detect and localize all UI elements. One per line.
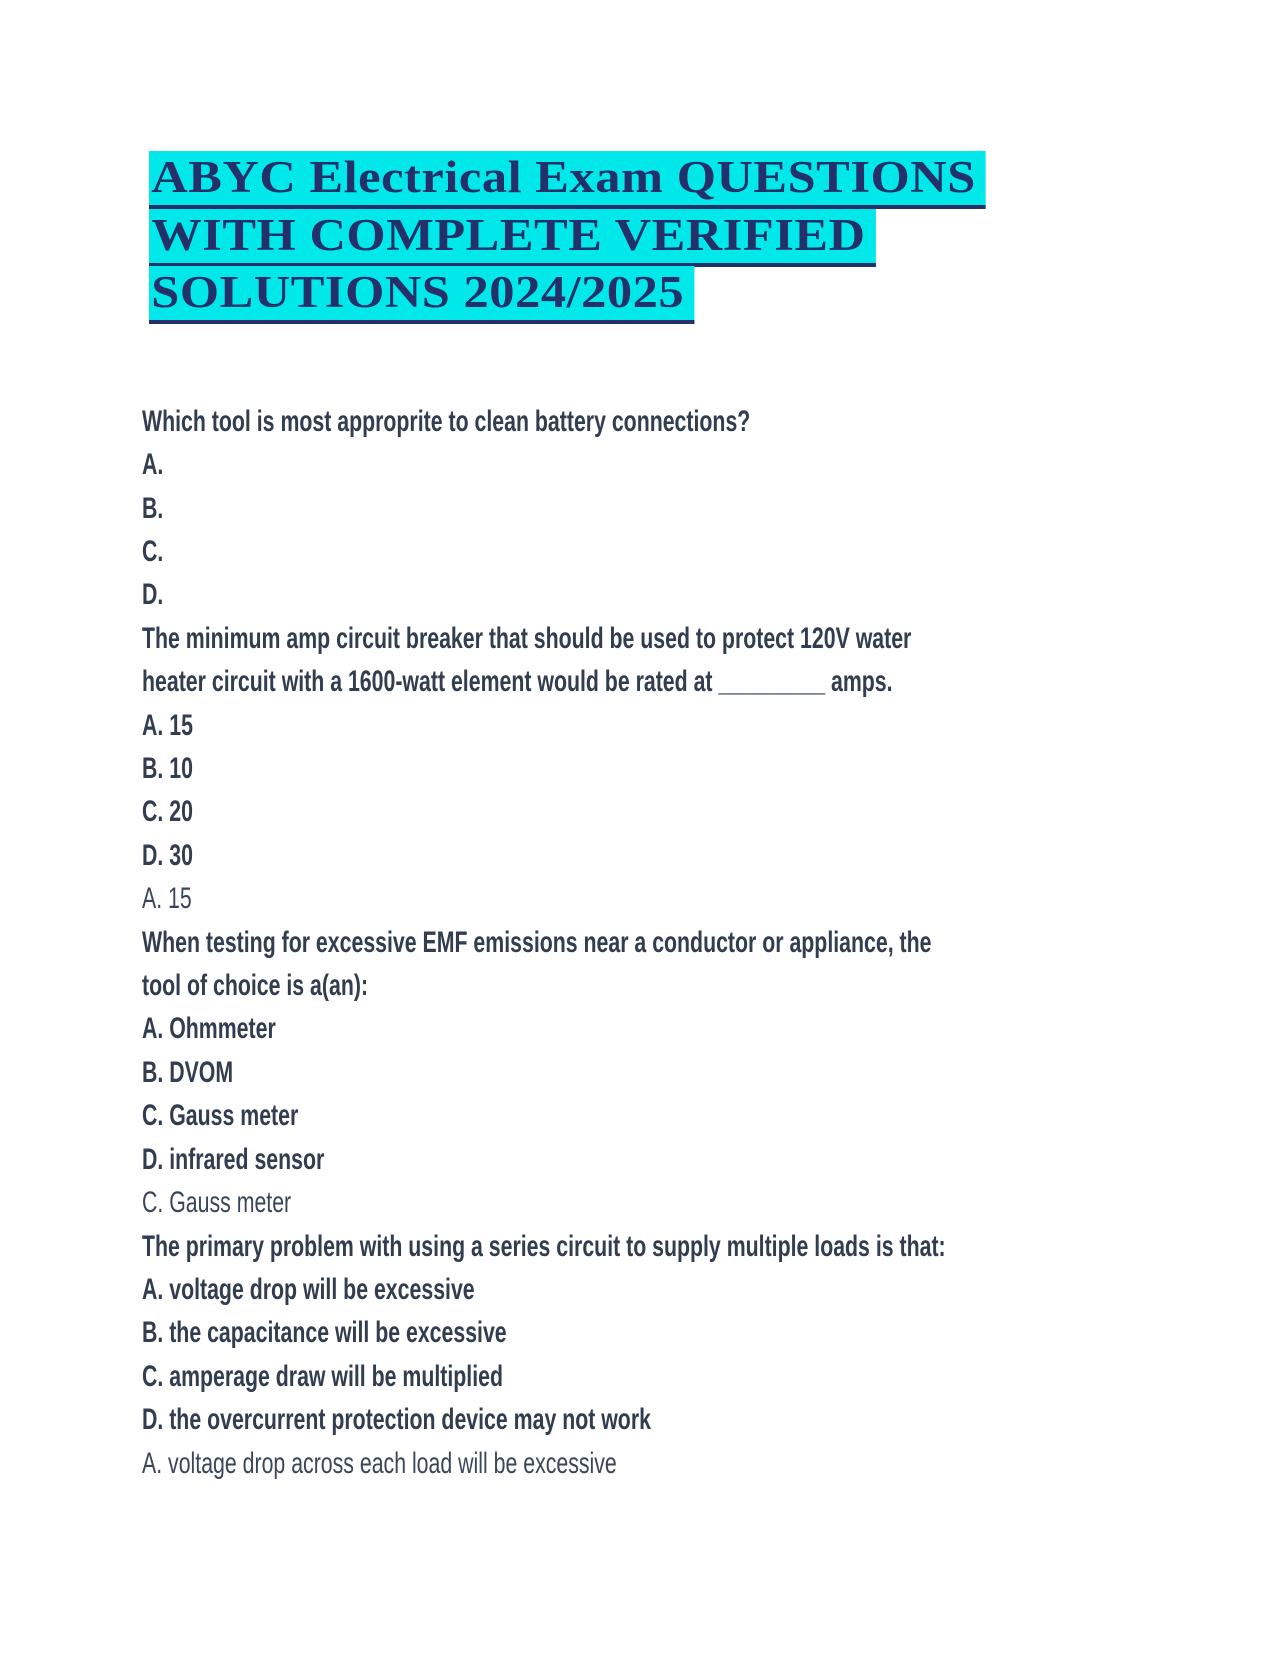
- title-highlight-text: SOLUTIONS 2024/2025: [149, 266, 694, 324]
- answer-choice: C. Gauss meter: [142, 1099, 299, 1133]
- answer-choice: D.: [142, 578, 164, 612]
- question-text: heater circuit with a 1600-watt element would be rated at _________ amps.: [142, 665, 893, 699]
- question-text: tool of choice is a(an):: [142, 969, 369, 1003]
- answer-choice: B. 10: [142, 752, 193, 786]
- question-text: Which tool is most approprite to clean battery connections?: [142, 404, 751, 438]
- answer-choice: A. voltage drop will be excessive: [142, 1272, 475, 1306]
- title-highlight-text: ABYC Electrical Exam QUESTIONS: [149, 151, 986, 209]
- answer-choice: C. 20: [142, 795, 193, 829]
- question-text: The minimum amp circuit breaker that should be used to protect 120V water: [142, 621, 912, 655]
- document-title: [149, 149, 1280, 322]
- answer-choice: D. infrared sensor: [142, 1142, 325, 1176]
- answer-choice: D. the overcurrent protection device may not work: [142, 1403, 651, 1437]
- answer-choice: B. DVOM: [142, 1055, 234, 1089]
- answer-choice: A.: [142, 448, 164, 482]
- title-line: [149, 149, 1280, 207]
- question-list: [142, 400, 1278, 1485]
- correct-answer: A. 15: [142, 882, 192, 916]
- correct-answer: A. voltage drop across each load will be excessive: [142, 1446, 617, 1480]
- correct-answer: C. Gauss meter: [142, 1186, 292, 1220]
- answer-choice: A. 15: [142, 708, 193, 742]
- answer-choice: C.: [142, 535, 164, 568]
- question-text: When testing for excessive EMF emissions near a conductor or appliance, the: [142, 925, 932, 959]
- answer-choice: C. amperage draw will be multiplied: [142, 1359, 504, 1393]
- title-highlight-text: WITH COMPLETE VERIFIED: [149, 209, 876, 267]
- answer-choice: B. the capacitance will be excessive: [142, 1316, 507, 1350]
- answer-choice: A. Ohmmeter: [142, 1012, 276, 1046]
- title-line: [149, 207, 1280, 265]
- title-line: [149, 264, 1280, 322]
- answer-choice: D. 30: [142, 838, 193, 872]
- answer-choice: B.: [142, 491, 164, 525]
- question-text: The primary problem with using a series circuit to supply multiple loads is that:: [142, 1229, 946, 1263]
